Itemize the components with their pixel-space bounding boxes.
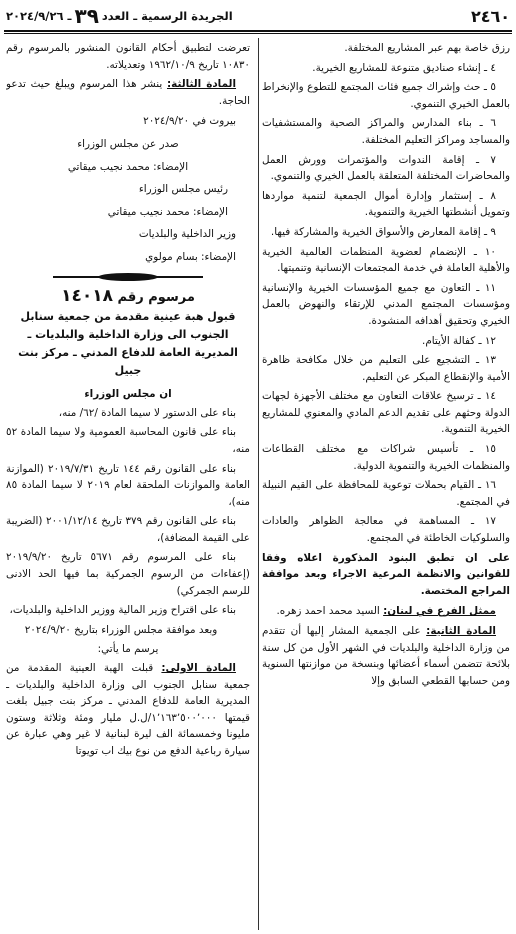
consideration: بناء على قانون المحاسبة العمومية ولا سيما المادة ٥٢ منه، — [6, 426, 250, 455]
minister-title: وزير الداخلية والبلديات — [138, 228, 236, 241]
objective-item: ٨ ـ إستثمار وإدارة أموال الجمعية لتنمية مواردها وتمويل أنشطتها الخيرية والتنموية. — [262, 189, 510, 219]
consideration: وبعد موافقة مجلس الوزراء بتاريخ ٢٠٢٤/٩/٢٠ — [24, 623, 218, 636]
article-three-label: المادة الثالثة: — [167, 78, 237, 91]
objective-item: ١٣ ـ التشجيع على التعليم من خلال مكافحة ظاهرة الأمية والإنقطاع المبكر عن التعليم. — [262, 354, 510, 383]
article-three-text: ينشر هذا المرسوم ويبلغ حيث تدعو الحاجة. — [6, 78, 250, 107]
article-one — [6, 660, 250, 760]
objective-item: ١٥ ـ تأسيس شراكات مع مختلف القطاعات والمنظمات الخيرية والتنموية الدولية. — [262, 443, 510, 472]
article-two — [262, 623, 510, 689]
decree-label: مرسوم رقم — [117, 289, 195, 305]
consideration: بناء على القانون رقم ١٤٤ تاريخ ٢٠١٩/٧/٣١ (الموازنة العامة والموازنات الملحقة لعام ٢٠١٩ لا سيما المادة ٨٥ منه)، — [6, 462, 250, 508]
conditions-clause: على ان تطبق البنود المذكورة اعلاه وفقا للقوانين والانظمة المرعية الاجراء وبعد موافقة المراجع المختصة. — [262, 551, 510, 597]
header-rule-thick — [4, 30, 512, 32]
consideration: بناء على المرسوم رقم ٥٦٧١ تاريخ ٢٠١٩/٩/٢٠ (إعفاءات من الرسوم الجمركية بما فيها الحد الادنى للرسم الجمركي) — [6, 551, 250, 597]
signature-minister: الإمضاء: بسام مولوي — [145, 250, 236, 263]
section-divider — [53, 272, 203, 282]
place-date: بيروت في ٢٠٢٤/٩/٢٠ — [143, 115, 236, 128]
decree-title: قبول هبة عينية مقدمة من جمعية سنابل الجنوب الى وزارة الداخلية والبلديات ـ المديرية العامة للدفاع المدني ـ مركز بنت جبيل — [18, 310, 238, 378]
objective-item: رزق خاصة بهم عبر المشاريع المختلفة. — [344, 42, 510, 54]
header-rule-thin — [4, 33, 512, 34]
decree-number: ١٤٠١٨ — [61, 285, 114, 306]
page-number: ٢٤٦٠ — [470, 6, 510, 26]
representative-label: ممثل الفرع في لبنان: — [383, 605, 496, 618]
page-header — [6, 4, 510, 28]
consideration: بناء على اقتراح وزير المالية ووزير الداخلية والبلديات، — [9, 604, 236, 617]
previous-decree-tail: تعرضت لتطبيق أحكام القانون المنشور بالمرسوم رقم ١٠٨٣٠ تاريخ ١٩٦٢/١٠/٩ وتعديلاته. — [6, 42, 250, 71]
objective-item: ١٧ ـ المساهمة في معالجة الظواهر والعادات والسلوكيات الخاطئة في المجتمع. — [262, 515, 510, 545]
objective-item: ٦ ـ بناء المدارس والمراكز الصحية والمستشفيات والمساجد ومراكز التعليم المختلفة. — [262, 117, 510, 146]
objective-item: ٧ ـ إقامة الندوات والمؤتمرات وورش العمل والمحاضرات المختلفة المتعلقة بالعمل الخيري والتنموي. — [262, 153, 510, 183]
left-column — [6, 40, 250, 934]
consideration: بناء على القانون رقم ٣٧٩ تاريخ ٢٠٠١/١٢/١٤ (الضريبة على القيمة المضافة)، — [6, 515, 250, 544]
article-three — [6, 76, 250, 109]
article-two-label: المادة الثانية: — [426, 625, 496, 637]
representative-value: السيد محمد احمد زهره. — [276, 605, 380, 618]
article-one-text: قبلت الهبة العينية المقدمة من جمعية سنابل الجنوب الى وزارة الداخلية والبلديات ـ المديرية العامة للدفاع المدني ـ مركز بنت جبيل بلغت قيمتها ١٬١٦٣٬٥٠٠٬٠٠٠/ل.ل مليار ومئة وثلاثة وستون مليونا وخمسمائة الف ليرة لبنانية لا غير وهي عبارة عن سيارة رباعية الدفع من نوع بيك اب تويوتا — [6, 662, 250, 757]
title-prefix: الجريدة الرسمية ـ العدد — [101, 9, 233, 23]
column-divider — [258, 38, 259, 930]
signature-pm: الإمضاء: محمد نجيب ميقاتي — [67, 160, 189, 173]
objective-item: ١٠ ـ الإنضمام لعضوية المنظمات العالمية الخيرية والأهلية العاملة في خدمة المجتمعات الإنسانية وتنميتها. — [262, 245, 510, 275]
branch-representative — [262, 603, 510, 620]
issue-date: ـ ٢٠٢٤/٩/٢٦ — [6, 9, 72, 23]
objective-item: ١٤ ـ ترسيخ علاقات التعاون مع مختلف الأجهزة لجهات الدولة وحثهم على تقديم الدعم المادي والمعنوي للمشاريع الخيرية التنموية. — [262, 390, 510, 436]
issued-by: صدر عن مجلس الوزراء — [77, 137, 179, 150]
gazette-title — [6, 4, 233, 28]
objective-item: ٩ ـ إقامة المعارض والأسواق الخيرية والمشاركة فيها. — [270, 225, 496, 238]
article-two-text: على الجمعية المشار إليها أن تتقدم من وزارة الداخلية والبلديات في الشهر الأول من كل سنة بلائحة تتضمن أسماء أعضائها وبنسخة من موازنتها السنوية ومن حسابها القطعي السابق وإلا — [262, 625, 510, 687]
consideration: بناء على الدستور لا سيما المادة /٦٢/ منه، — [58, 406, 236, 419]
pm-title: رئيس مجلس الوزراء — [138, 183, 228, 196]
objective-item: ١١ ـ التعاون مع جميع المؤسسات الخيرية والإنسانية ومؤسسات المجتمع المدني للإرتقاء والنهوض بالعمل الخيري وتحقيق أهدافه المنشودة. — [262, 281, 510, 327]
issue-number: ٣٩ — [74, 4, 99, 28]
article-one-label: المادة الاولى: — [161, 662, 236, 675]
objective-item: ٤ ـ إنشاء صناديق متنوعة للمشاريع الخيرية. — [312, 61, 496, 74]
decree-heading — [6, 285, 250, 307]
council-heading: ان مجلس الوزراء — [84, 388, 172, 401]
right-column — [262, 40, 510, 934]
objective-item: ٥ ـ حث وإشراك جميع فئات المجتمع للتطوع والإنخراط بالعمل الخيري التنموي. — [262, 81, 510, 110]
decrees-phrase: يرسم ما يأتي: — [97, 643, 159, 656]
objective-item: ١٦ ـ القيام بحملات توعوية للمحافظة على القيم النبيلة في المجتمع. — [262, 479, 510, 508]
signature-pm-2: الإمضاء: محمد نجيب ميقاتي — [107, 205, 228, 218]
objective-item: ١٢ ـ كفالة الأيتام. — [422, 334, 496, 347]
